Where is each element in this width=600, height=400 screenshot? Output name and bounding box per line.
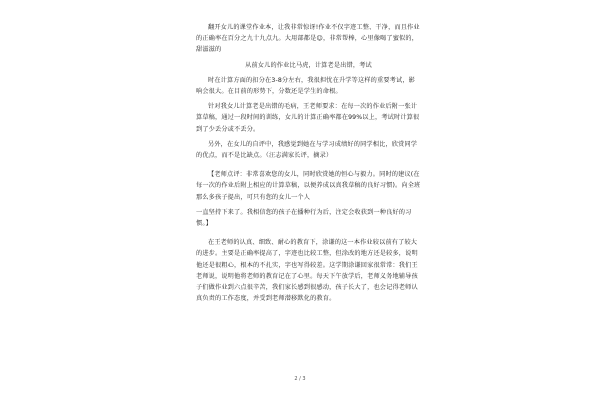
paragraph-wang-teacher-education: 在王老师的认真、细致、耐心的教育下，涂谦的这一本作业较以前有了较大的进步。主要是正确率提高了，字迹也比较工整，但涂改的地方还是较多，说明他还是很粗心，根本的不扎实，字也写得较差。这学期涂谦回家很常常：我们王老师说，说明他将老师的教育记在了心里。每天下午放学后，老师义务地辅导孩子们做作业到六点很辛苦，我们家长感到很感动，孩子长大了，也会记得老师认真负责的工作态度，并受到老师潜移默化的教育。 <box>196 239 418 303</box>
paragraph-teacher-comment-end: 一直坚持下来了。我相信您的孩子在播种行为后，注定会收获到一种良好的习惯。】 <box>196 208 412 228</box>
document-body <box>196 22 421 308</box>
paragraph-previous-careless: 从前女儿的作业比马虎，计算老是出错，考试 <box>245 61 372 69</box>
paragraph-exam-deduction: 时在计算方面的扣分在3-8分左右，我很担忧在升学等这样的重要考试，影响会很大。在目前的形势下，分数还是学生的命根。 <box>196 76 416 96</box>
paragraph-homework-surprise: 翻开女儿的课堂作业本，让我非常惊讶!作业不仅字迹工整、干净，而且作业的正确率在百分之九十九点九。大用部都是☺，非常帮棒，心里像喝了蜜似的，甜滋滋的 <box>196 24 420 54</box>
paragraph-teacher-requirement: 针对我女儿计算老是出错的毛病，王老师要求：在每一次的作业后附一张计算草稿，通过一段时间的训练，女儿的计算正确率都在99%以上，考试时计算很到了少丢分或不丢分。 <box>196 103 420 133</box>
paragraph-self-evaluation: 另外，在女儿的自评中，我感觉到她在与学习成绩好的同学相比，欣赏同学的优点，而不是比缺点。（汪志满家长评，摘录） <box>196 140 418 160</box>
paragraph-teacher-comment: 【老师点评：非常喜欢您的女儿，同时欣赏她的恒心与毅力。同时的建议(在每一次的作业后附上相应的计算草稿，以便养成以真我草稿的良好习惯)。向全班那么多孩子提出，可只有您的女儿一个人 <box>196 171 421 201</box>
page-number: 2 / 3 <box>294 376 306 382</box>
